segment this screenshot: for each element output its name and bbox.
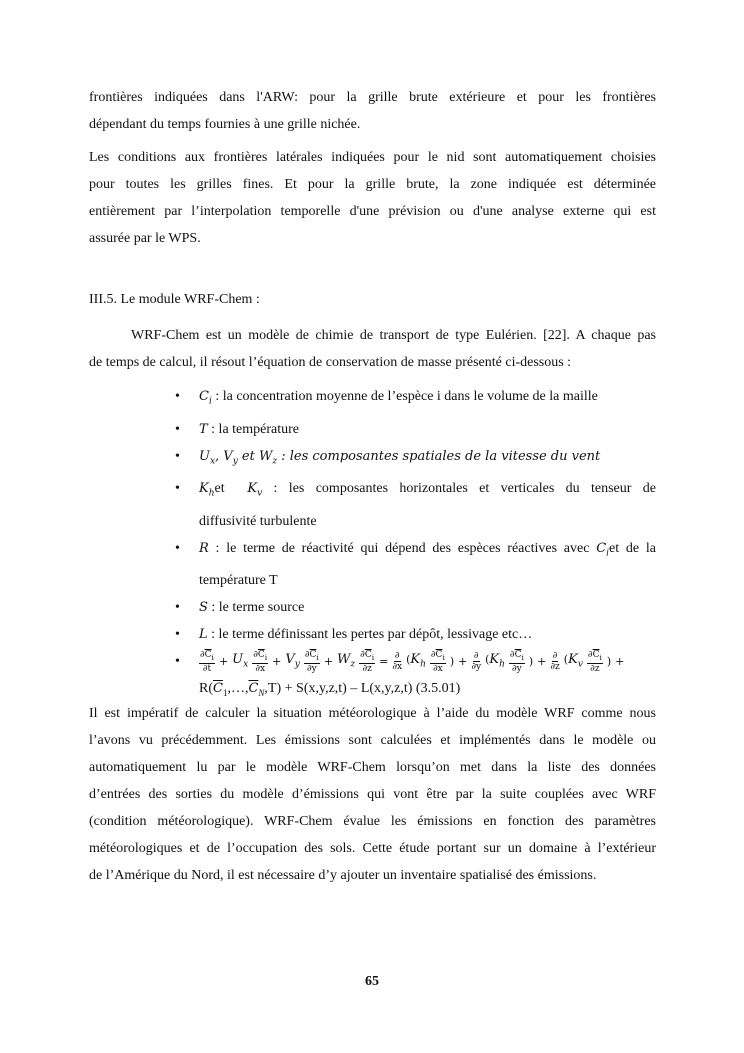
bullet-icon: • bbox=[175, 421, 180, 437]
text-line: de temps de calcul, il résout l’équation de conservation de masse présenté ci-dessous : bbox=[89, 355, 572, 370]
bullet-icon: • bbox=[175, 448, 180, 464]
list-item: • $C_i$ : la concentration moyenne de l’espèce i dans le volume de la maille bbox=[175, 383, 656, 416]
list-item-text: : la température bbox=[207, 421, 300, 437]
page-number: 65 bbox=[365, 974, 379, 989]
bullet-icon: • bbox=[175, 627, 180, 643]
text-line: Il est impératif de calculer la situation météorologique à l’aide du modèle WRF comme nous bbox=[89, 706, 656, 721]
list-item: • $U_x$, $V_y$ et $W_z$ : les composantes spatiales de la vitesse du vent bbox=[175, 443, 656, 476]
text-line: l’avons vu précédemment. Les émissions sont calculées et implémentés dans le modèle ou bbox=[89, 733, 656, 748]
text-line: pour toutes les grilles fines. Et pour la grille brute, la zone indiquée est déterminée bbox=[89, 177, 656, 192]
list-item-text: : le terme source bbox=[207, 600, 305, 616]
list-item-text: : les composantes horizontales et verticales du tenseur de bbox=[273, 481, 657, 497]
equation-line-2: $R(\overline{C}_1,\dots,\overline{C}_N,T) + S(x,y,z,t) - L(x,y,z,t)$ (3.5.01) bbox=[199, 681, 461, 699]
paragraph-boundaries bbox=[89, 84, 656, 138]
paragraph-meteorology bbox=[89, 700, 656, 889]
bullet-icon: • bbox=[175, 389, 180, 404]
equation-number: (3.5.01) bbox=[415, 681, 461, 697]
list-item: • S : le terme source bbox=[175, 594, 656, 621]
list-item: • R : le terme de réactivité qui dépend des espèces réactives avec $C_iet$ de la température T bbox=[175, 535, 656, 595]
text-line: entièrement par l’interpolation temporelle d'une prévision ou d'une analyse externe qui est bbox=[89, 204, 656, 219]
list-item-text: : le terme de réactivité qui dépend des espèces réactives avec bbox=[208, 540, 597, 556]
text-line: (condition météorologique). WRF-Chem évalue les émissions en fonction des paramètres bbox=[89, 814, 656, 829]
text-line: frontières indiquées dans l'ARW: pour la grille brute extérieure et pour les frontières bbox=[89, 90, 656, 105]
text-line: Les conditions aux frontières latérales indiquées pour le nid sont automatiquement choisies bbox=[89, 150, 656, 165]
text-line: automatiquement lu par le modèle WRF-Chem lorsqu’on met dans la liste des données bbox=[89, 760, 656, 775]
text-line: météorologiques et de l’occupation des sols. Cette étude portant sur un domaine à l’extérieur bbox=[89, 841, 656, 856]
text-line: dépendant du temps fournies à une grille nichée. bbox=[89, 117, 361, 132]
paragraph-lateral-conditions bbox=[89, 144, 656, 252]
bullet-icon: • bbox=[175, 600, 180, 616]
list-item-text: les composantes spatiales de la vitesse du vent bbox=[289, 448, 601, 464]
text-line: WRF-Chem est un modèle de chimie de transport de type Eulérien. [22]. A chaque pas bbox=[131, 328, 656, 343]
list-item: • T : la température bbox=[175, 416, 656, 443]
text-line: assurée par le WPS. bbox=[89, 231, 201, 246]
list-item-text: et de la bbox=[609, 540, 656, 556]
list-item-equation bbox=[175, 648, 656, 707]
list-item: • L : le terme définissant les pertes par dépôt, lessivage etc… bbox=[175, 621, 656, 648]
list-item: • $K_het$ $K_v$ : les composantes horizontales et verticales du tenseur de diffusivité turbulente bbox=[175, 475, 656, 535]
bullet-icon: • bbox=[175, 481, 180, 497]
text-line: de l’Amérique du Nord, il est nécessaire d’y ajouter un inventaire spatialisé des émissions. bbox=[89, 868, 597, 883]
equation-line: $\frac{\partial\overline{C}_i}{\partial t}$ + $U_x$ $\frac{\partial\overline{C}_i}{\partial x}$ + $V_y$ $\frac{\partial\overline{C}_i}{\partial y}$ + $W_z$ $\frac{\partial\overline{C}_i}{\partial z}$ = $\frac{\partial}{\partial x}$ ($K_h$ $\frac{\partial\overline{C}_i}{\partial x}$ ) + $\frac{\partial}{\partial y}$ ($K_h$ $\frac{\partial\overline{C}_i}{\partial y}$ ) + $\frac{\partial}{\partial z}$ ($K_v$ $\frac{\partial\overline{C}_i}{\partial z}$ ) + bbox=[200, 649, 625, 674]
variable-list bbox=[175, 383, 656, 707]
paragraph-wrf-chem-intro bbox=[89, 322, 656, 376]
list-item-text: température T bbox=[199, 573, 278, 589]
text-line: d’entrées des sorties du modèle d’émissions qui vont être par la suite couplées avec WRF bbox=[89, 787, 656, 802]
bullet-icon: • bbox=[175, 540, 180, 556]
list-item-text: diffusivité turbulente bbox=[199, 513, 317, 529]
list-item-text: : le terme définissant les pertes par dépôt, lessivage etc… bbox=[207, 627, 533, 643]
list-item-text: : la concentration moyenne de l’espèce i dans le volume de la maille bbox=[211, 389, 598, 404]
bullet-icon: • bbox=[175, 654, 180, 670]
section-heading: III.5. Le module WRF-Chem : bbox=[89, 292, 260, 307]
